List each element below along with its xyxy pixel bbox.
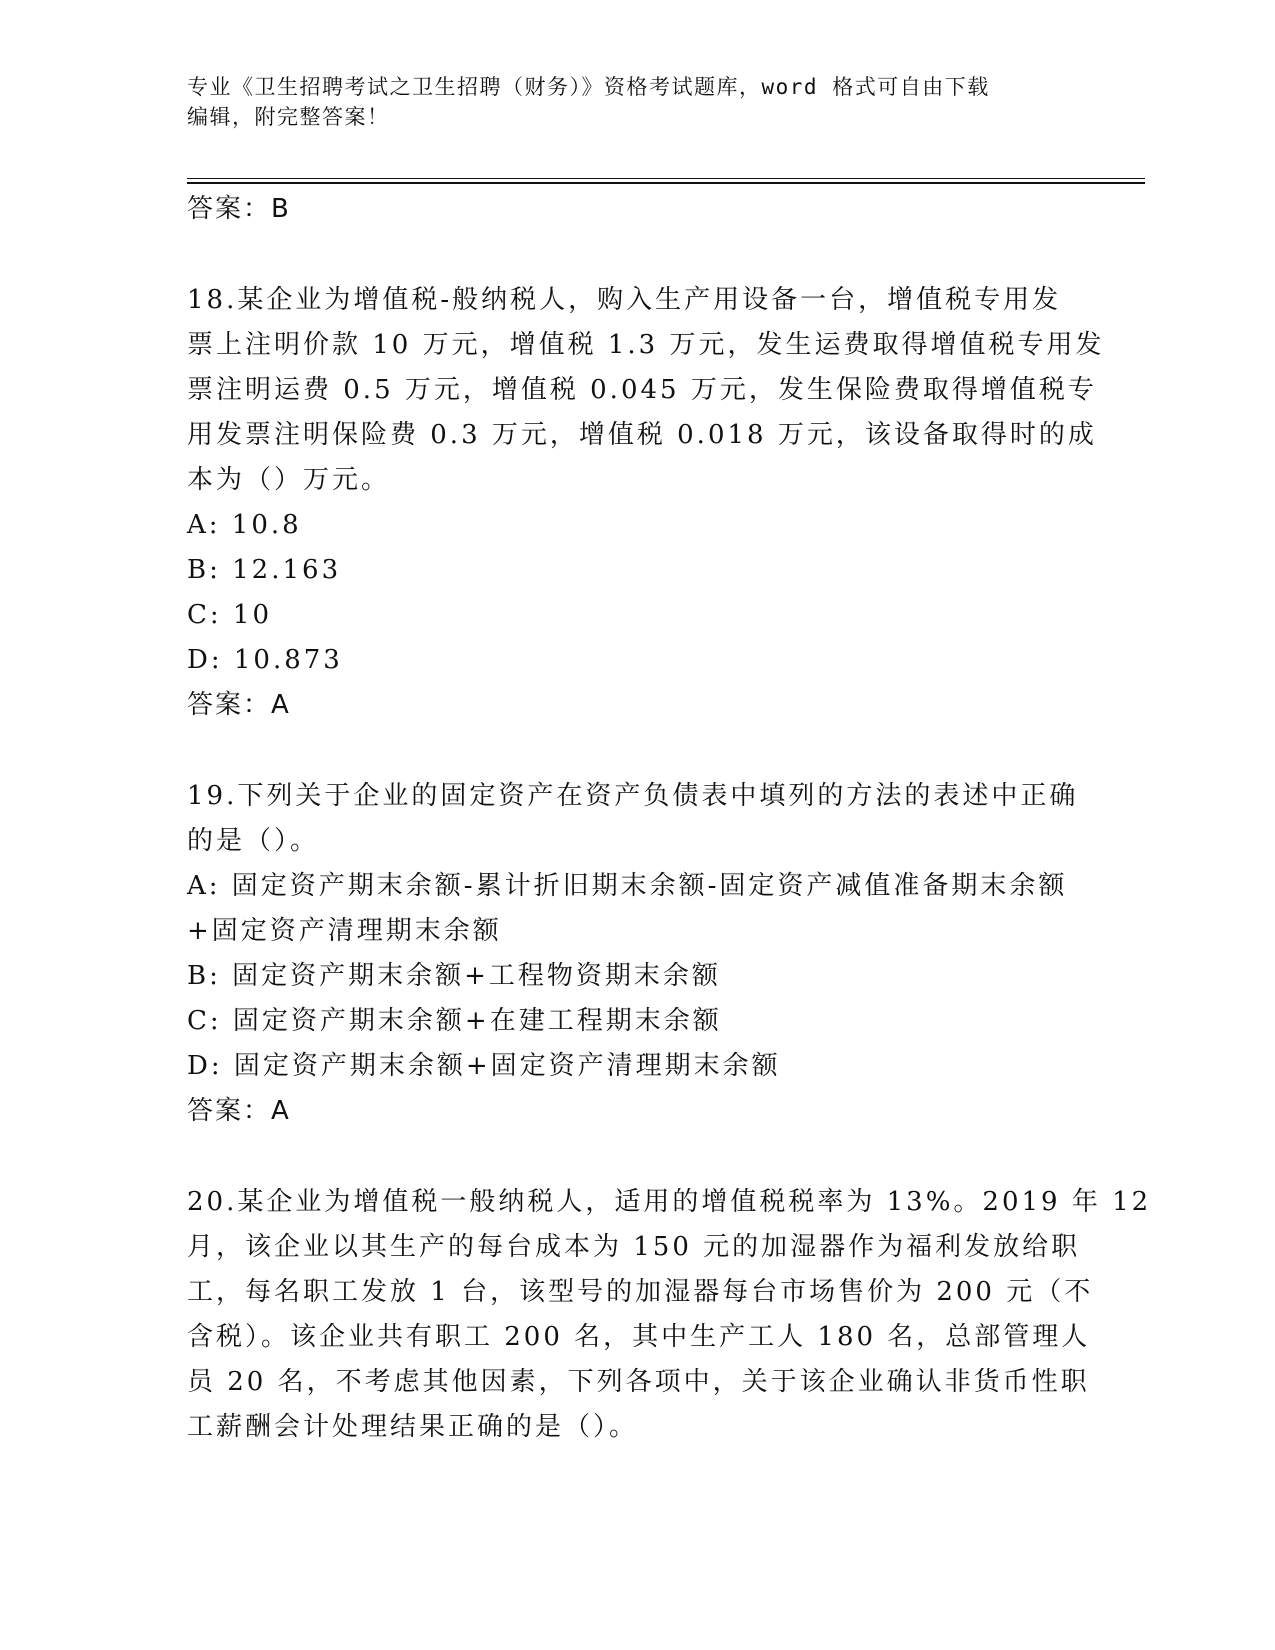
option-d: D: 固定资产期末余额+固定资产清理期末余额 — [187, 1051, 781, 1081]
option-c: C: 10 — [187, 600, 273, 630]
question-block — [187, 774, 1087, 1134]
header-divider-thin — [187, 178, 1145, 179]
page-header — [187, 72, 1067, 132]
question-text-line: 的是（）。 — [187, 826, 320, 856]
option-b: B: 12.163 — [187, 555, 342, 585]
question-text-line: 含税）。该企业共有职工 200 名，其中生产工人 180 名，总部管理人 — [187, 1322, 1091, 1352]
question-block — [187, 278, 1105, 728]
question-text-line: 月，该企业以其生产的每台成本为 150 元的加湿器作为福利发放给职 — [187, 1232, 1081, 1262]
answer-label: 答案：A — [187, 690, 291, 720]
answer-label: 答案：B — [187, 194, 291, 224]
option-a: A: 固定资产期末余额-累计折旧期末余额-固定资产减值准备期末余额 — [187, 871, 1068, 901]
question-text-line: 本为（）万元。 — [187, 465, 391, 495]
option-d: D: 10.873 — [187, 645, 343, 675]
option-a: A: 10.8 — [187, 510, 302, 540]
question-text-line: 19.下列关于企业的固定资产在资产负债表中填列的方法的表述中正确 — [187, 781, 1079, 811]
question-text-line: 票上注明价款 10 万元，增值税 1.3 万元，发生运费取得增值税专用发 — [187, 330, 1105, 360]
question-text-line: 票注明运费 0.5 万元，增值税 0.045 万元，发生保险费取得增值税专 — [187, 375, 1097, 405]
option-b: B: 固定资产期末余额+工程物资期末余额 — [187, 961, 721, 991]
answer-label: 答案：A — [187, 1096, 291, 1126]
question-text-line: 员 20 名，不考虑其他因素，下列各项中，关于该企业确认非货币性职 — [187, 1367, 1090, 1397]
option-a-continued: +固定资产清理期末余额 — [187, 916, 502, 946]
question-text-line: 18.某企业为增值税-般纳税人，购入生产用设备一台，增值税专用发 — [187, 285, 1062, 315]
header-line-2: 编辑，附完整答案！ — [187, 105, 390, 129]
question-text-line: 工，每名职工发放 1 台，该型号的加湿器每台市场售价为 200 元（不 — [187, 1277, 1094, 1307]
question-block — [187, 1180, 1152, 1450]
question-text-line: 工薪酬会计处理结果正确的是（）。 — [187, 1412, 639, 1442]
option-c: C: 固定资产期末余额+在建工程期末余额 — [187, 1006, 722, 1036]
question-text-line: 20.某企业为增值税一般纳税人，适用的增值税税率为 13%。2019 年 12 — [187, 1187, 1152, 1217]
question-text-line: 用发票注明保险费 0.3 万元，增值税 0.018 万元，该设备取得时的成 — [187, 420, 1097, 450]
document-body — [187, 187, 1152, 1450]
header-line-1: 专业《卫生招聘考试之卫生招聘（财务）》资格考试题库，word 格式可自由下载 — [187, 75, 990, 99]
header-divider-thick — [187, 182, 1145, 184]
